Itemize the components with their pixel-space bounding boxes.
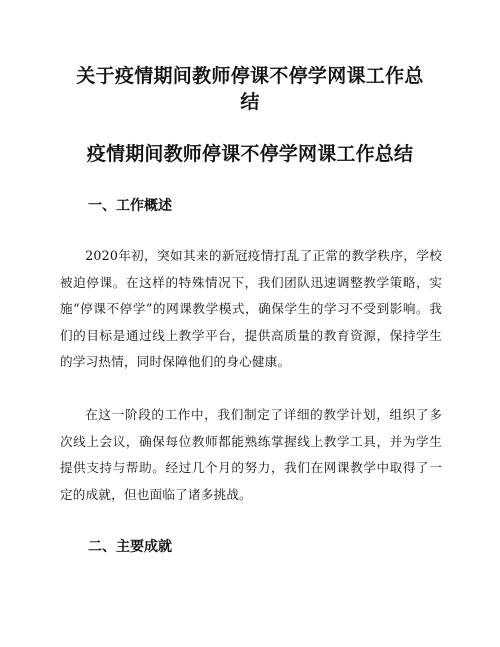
document-subtitle: 疫情期间教师停课不停学网课工作总结 bbox=[86, 143, 414, 165]
document-title: 关于疫情期间教师停课不停学网课工作总结 bbox=[76, 65, 424, 113]
section-heading-overview: 一、工作概述 bbox=[88, 198, 172, 214]
paragraph: 2020年初，突如其来的新冠疫情打乱了正常的教学秩序，学校被迫停课。在这样的特殊情况下，我们团队迅速调整教学策略，实施“停课不停学”的网课教学模式，确保学生的学习不受到影响。我们的目标是通过线上教学平台，提供高质量的教育资源，保持学生的学习热情，同时保障他们的身心健康。 bbox=[60, 248, 442, 369]
paragraph: 在这一阶段的工作中，我们制定了详细的教学计划，组织了多次线上会议，确保每位教师都能熟练掌握线上教学工具，并为学生提供支持与帮助。经过几个月的努力，我们在网课教学中取得了一定的成就，但也面临了诸多挑战。 bbox=[60, 407, 442, 502]
section-heading-achievements: 二、主要成就 bbox=[88, 539, 172, 555]
